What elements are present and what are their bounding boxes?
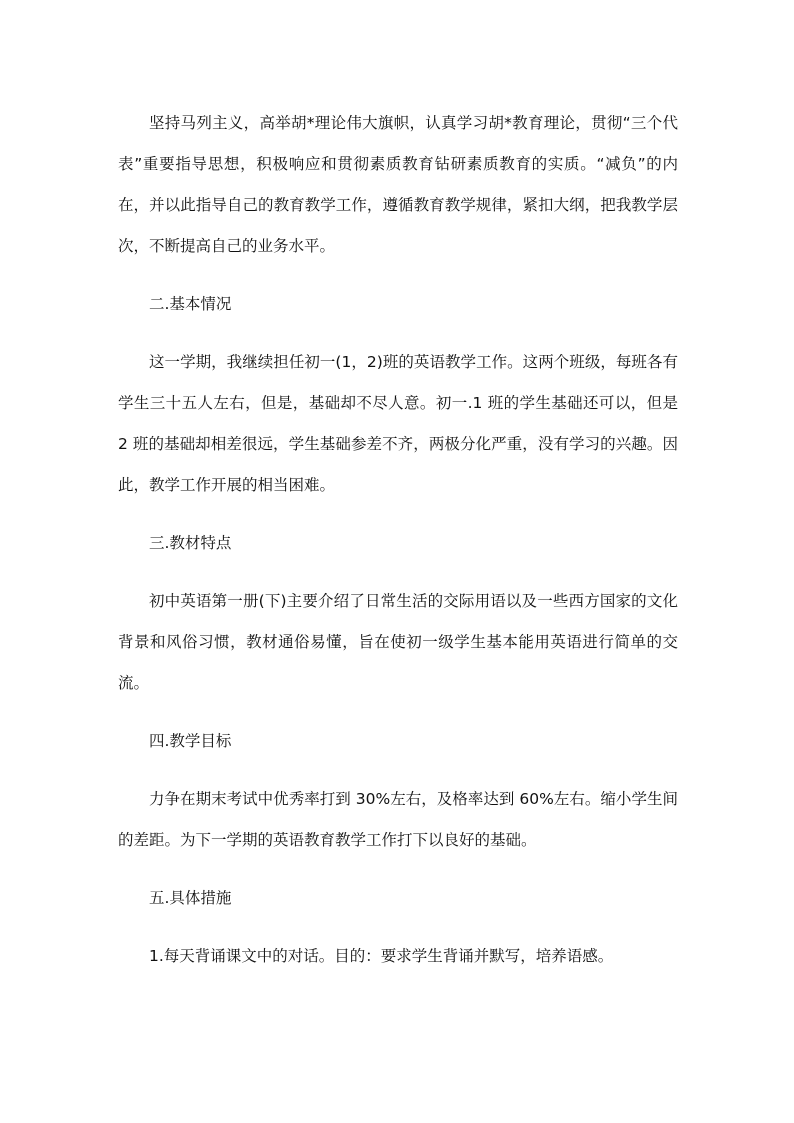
heading-basic-situation: 二.基本情况 <box>149 295 232 313</box>
paragraph-teaching-goals: 力争在期末考试中优秀率打到 30%左右，及格率达到 60%左右。缩小学生间的差距。为下一学期的英语教育教学工作打下以良好的基础。 <box>118 790 678 849</box>
paragraph-textbook-features: 初中英语第一册(下)主要介绍了日常生活的交际用语以及一些西方国家的文化背景和风俗习惯，教材通俗易懂，旨在使初一级学生基本能用英语进行简单的交流。 <box>118 592 678 692</box>
heading-teaching-goals: 四.教学目标 <box>149 732 232 750</box>
heading-textbook-features: 三.教材特点 <box>149 534 232 552</box>
document-body <box>118 103 678 994</box>
paragraph-basic-situation: 这一学期，我继续担任初一(1，2)班的英语教学工作。这两个班级，每班各有学生三十五人左右，但是，基础却不尽人意。初一.1 班的学生基础还可以，但是 2 班的基础却相差很远，学生基础参差不齐，两极分化严重，没有学习的兴趣。因此，教学工作开展的相当困难。 <box>118 353 678 494</box>
paragraph-measure-1: 1.每天背诵课文中的对话。目的：要求学生背诵并默写，培养语感。 <box>149 947 614 965</box>
heading-specific-measures: 五.具体措施 <box>149 889 232 907</box>
paragraph-intro: 坚持马列主义，高举胡*理论伟大旗帜，认真学习胡*教育理论，贯彻“三个代表”重要指导思想，积极响应和贯彻素质教育钻研素质教育的实质。“减负”的内在，并以此指导自己的教育教学工作，遵循教育教学规律，紧扣大纲，把我教学层次，不断提高自己的业务水平。 <box>118 114 678 255</box>
